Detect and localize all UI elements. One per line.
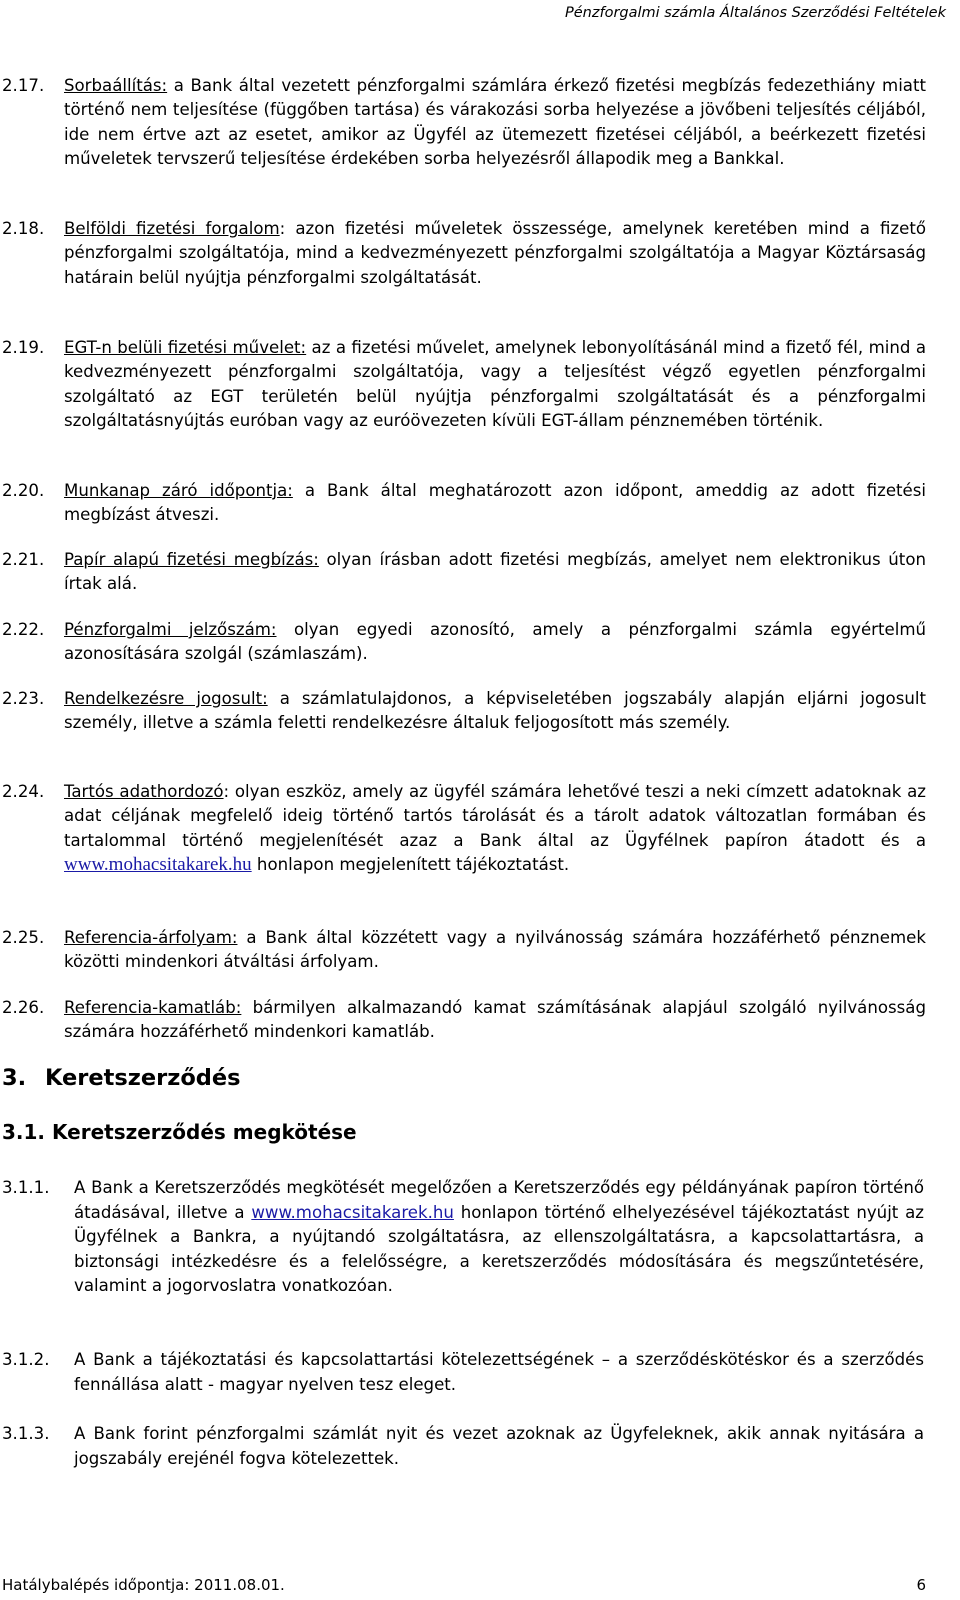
- subsection-text: A Bank a Keretszerződés megkötését megelőzően a Keretszerződés egy példányának papíron történő átadásával, illetve a: [74, 1178, 924, 1222]
- definition-number: 2.21.: [2, 550, 45, 569]
- definition-text: az a fizetési művelet, amelynek lebonyolításánál mind a fizető fél, mind a kedvezményezett pénzforgalmi szolgáltatója, vagy a teljesítést végző egyetlen pénzforgalmi szolgáltató az EGT területén belül nyújtja pénzforgalmi szolgáltatását és a pénzforgalmi szolgáltatásnyújtás euróban vagy az euróövezeten kívüli EGT-állam pénznemében történik.: [64, 338, 926, 430]
- definition-term: Rendelkezésre jogosult:: [64, 689, 268, 708]
- definition-text: : olyan eszköz, amely az ügyfél számára lehetővé teszi a neki címzett adatoknak az adat céljának megfelelő ideig történő tartós tárolását és a tárolt adatok változatlan formában és tartalommal történő megjelenítését azaz a Bank által az Ügyfélnek papíron átadott és a: [64, 782, 926, 850]
- section-title: Keretszerződés: [45, 1065, 241, 1091]
- definition-number: 2.24.: [2, 782, 45, 801]
- definition-number: 2.22.: [2, 620, 45, 639]
- definition-term: EGT-n belüli fizetési művelet:: [64, 338, 307, 357]
- section-heading: [2, 1065, 241, 1091]
- definition-2-23: [2, 687, 926, 736]
- definition-number: 2.19.: [2, 338, 45, 357]
- definition-term: Sorbaállítás:: [64, 76, 168, 95]
- definition-2-25: [2, 926, 926, 975]
- subsection-3-1-2: [2, 1348, 924, 1397]
- definition-number: 2.25.: [2, 928, 45, 947]
- definition-2-19: [2, 336, 926, 433]
- footer-page-number: 6: [916, 1576, 926, 1594]
- definition-2-22: [2, 618, 926, 667]
- website-link[interactable]: www.mohacsitakarek.hu: [251, 1202, 454, 1222]
- definition-text: a számlatulajdonos, a képviseletében jogszabály alapján eljárni jogosult személy, illetve a számla feletti rendelkezésre általuk feljogosított más személy.: [64, 689, 926, 733]
- definition-term: Belföldi fizetési forgalom: [64, 219, 280, 238]
- definition-text: olyan egyedi azonosító, amely a pénzforgalmi számla egyértelmű azonosítására szolgál (számlaszám).: [64, 620, 927, 664]
- definition-number: 2.20.: [2, 481, 45, 500]
- subsection-heading: 3.1. Keretszerződés megkötése: [2, 1120, 357, 1144]
- definition-2-17: [2, 74, 926, 171]
- definition-term: Munkanap záró időpontja:: [64, 481, 293, 500]
- subsection-number: 3.1.1.: [2, 1178, 50, 1197]
- definition-number: 2.26.: [2, 998, 45, 1017]
- section-number: 3.: [2, 1065, 27, 1091]
- definition-2-18: [2, 217, 926, 290]
- subsection-number: 3.1.3.: [2, 1424, 50, 1443]
- subsection-text: A Bank forint pénzforgalmi számlát nyit és vezet azoknak az Ügyfeleknek, akik annak nyitására a jogszabály erejénél fogva kötelezettek.: [74, 1424, 924, 1468]
- definition-term: Pénzforgalmi jelzőszám:: [64, 620, 277, 639]
- definition-number: 2.18.: [2, 219, 45, 238]
- definition-text: olyan írásban adott fizetési megbízás, amelyet nem elektronikus úton írtak alá.: [64, 550, 926, 594]
- definition-2-24: [2, 780, 926, 877]
- page-header-title: Pénzforgalmi számla Általános Szerződési Feltételek: [565, 5, 946, 21]
- subsection-3-1-1: [2, 1176, 924, 1299]
- definition-text: a Bank által vezetett pénzforgalmi számlára érkező fizetési megbízás fedezethiány miatt történő nem teljesítése (függőben tartása) és várakozási sorba helyezése a jövőbeni teljesítés céljából, ide nem értve azt az esetet, amikor az Ügyfél az ütemezett fizetései céljából, a beérkezett fizetési műveletek tervszerű teljesítése érdekében sorba helyezésről állapodik meg a Bankkal.: [64, 76, 926, 168]
- definition-2-26: [2, 996, 926, 1045]
- definition-2-21: [2, 548, 926, 597]
- definition-text: a Bank által közzétett vagy a nyilvánosság számára hozzáférhető pénznemek közötti mindenkori átváltási árfolyam.: [64, 928, 926, 972]
- definition-text: : azon fizetési műveletek összessége, amelynek keretében mind a fizető pénzforgalmi szolgáltatója, mind a kedvezményezett pénzforgalmi szolgáltatója a Magyar Köztársaság határain belül nyújtja pénzforgalmi szolgáltatását.: [64, 219, 926, 287]
- footer-effective-date: Hatálybalépés időpontja: 2011.08.01.: [2, 1576, 285, 1594]
- website-link[interactable]: www.mohacsitakarek.hu: [64, 853, 252, 875]
- definition-term: Papír alapú fizetési megbízás:: [64, 550, 319, 569]
- definition-text-after: honlapon megjelenített tájékoztatást.: [251, 854, 570, 874]
- subsection-text-after: honlapon történő elhelyezésével tájékoztatást nyújt az Ügyfélnek a Bankra, a nyújtandó szolgáltatásra, az ellenszolgáltatásra, a kapcsolattartásra, a biztonsági intézkedésre és a felelősségre, a keretszerződés módosítására és megszűntetésére, valamint a jogorvoslatra vonatkozóan.: [74, 1202, 924, 1296]
- definition-number: 2.17.: [2, 76, 45, 95]
- subsection-text: A Bank a tájékoztatási és kapcsolattartási kötelezettségének – a szerződéskötéskor és a szerződés fennállása alatt - magyar nyelven tesz eleget.: [74, 1350, 924, 1394]
- definition-number: 2.23.: [2, 689, 45, 708]
- subsection-number: 3.1.2.: [2, 1350, 50, 1369]
- definition-text: bármilyen alkalmazandó kamat számításának alapjául szolgáló nyilvánosság számára hozzáférhető mindenkori kamatláb.: [64, 998, 926, 1042]
- definition-term: Referencia-árfolyam:: [64, 928, 238, 947]
- definition-2-20: [2, 479, 926, 528]
- definition-term: Referencia-kamatláb:: [64, 998, 242, 1017]
- definition-text: a Bank által meghatározott azon időpont, ameddig az adott fizetési megbízást átveszi.: [64, 481, 927, 525]
- subsection-3-1-3: [2, 1422, 924, 1471]
- definition-term: Tartós adathordozó: [64, 782, 224, 801]
